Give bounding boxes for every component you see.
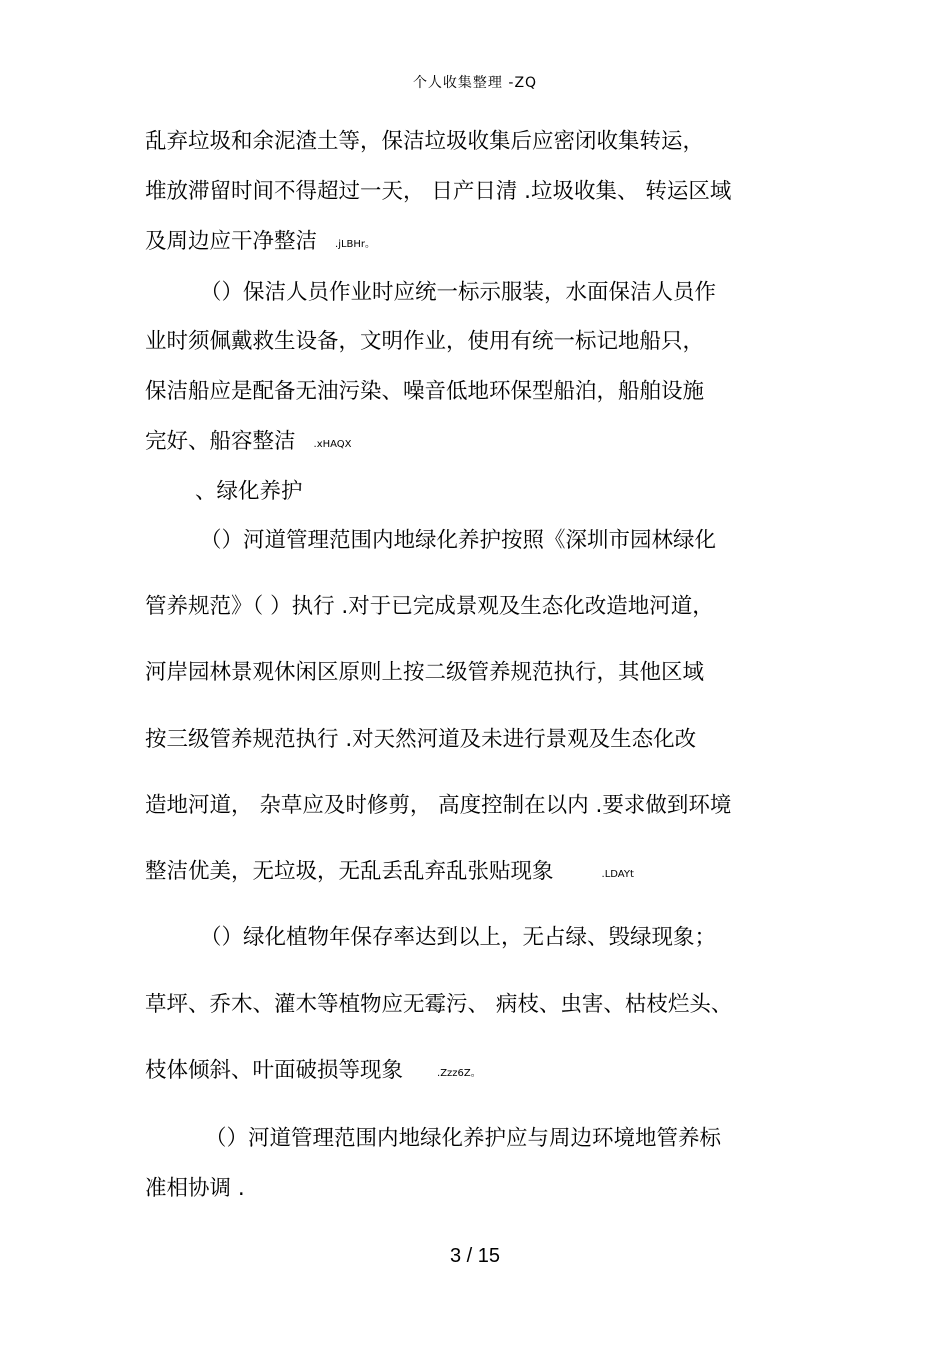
paragraph-line: （）河道管理范围内地绿化养护按照《深圳市园林绿化 <box>200 528 717 553</box>
paragraph-line: 业时须佩戴救生设备，文明作业，使用有统一标记地船只， <box>145 329 705 354</box>
paragraph-line: 管养规范》（ ）执行 .对于已完成景观及生态化改造地河道， <box>145 594 714 619</box>
paragraph-line: 枝体倾斜、叶面破损等现象 .Zzz6Z。 <box>145 1058 481 1083</box>
paragraph-line: 准相协调 . <box>145 1176 245 1201</box>
paragraph-line: （）绿化植物年保存率达到以上，无占绿、毁绿现象； <box>200 925 717 950</box>
paragraph-line: 造地河道， 杂草应及时修剪， 高度控制在以内 .要求做到环境 <box>145 793 732 818</box>
page-header: 个人收集整理 -ZQ <box>412 75 538 91</box>
paragraph-line: （）河道管理范围内地绿化养护应与周边环境地管养标 <box>205 1126 722 1151</box>
paragraph-line: 河岸园林景观休闲区原则上按二级管养规范执行，其他区域 <box>145 660 705 685</box>
ref-tag: .LDAYt <box>601 869 634 880</box>
paragraph-line: 保洁船应是配备无油污染、噪音低地环保型船泊，船舶设施 <box>145 379 705 404</box>
ref-tag: .jLBHr。 <box>335 239 376 250</box>
paragraph-line: 及周边应干净整洁 .jLBHr。 <box>145 229 376 254</box>
paragraph-line: 按三级管养规范执行 .对天然河道及未进行景观及生态化改 <box>145 727 697 752</box>
paragraph-line: 完好、船容整洁 .xHAQX <box>145 429 352 454</box>
page-number: 3 / 15 <box>449 1245 501 1267</box>
paragraph-line: 整洁优美，无垃圾，无乱丢乱弃乱张贴现象 .LDAYt <box>145 859 634 884</box>
ref-tag: .Zzz6Z。 <box>437 1068 481 1079</box>
paragraph-line: 乱弃垃圾和余泥渣土等，保洁垃圾收集后应密闭收集转运， <box>145 129 705 154</box>
paragraph-line: （）保洁人员作业时应统一标示服装，水面保洁人员作 <box>200 280 717 305</box>
paragraph-line: 草坪、乔木、灌木等植物应无霉污、 病枝、虫害、枯枝烂头、 <box>145 992 733 1017</box>
paragraph-line: 堆放滞留时间不得超过一天， 日产日清 .垃圾收集、 转运区域 <box>145 179 732 204</box>
section-heading: 、绿化养护 <box>195 479 303 504</box>
ref-tag: .xHAQX <box>313 439 352 450</box>
